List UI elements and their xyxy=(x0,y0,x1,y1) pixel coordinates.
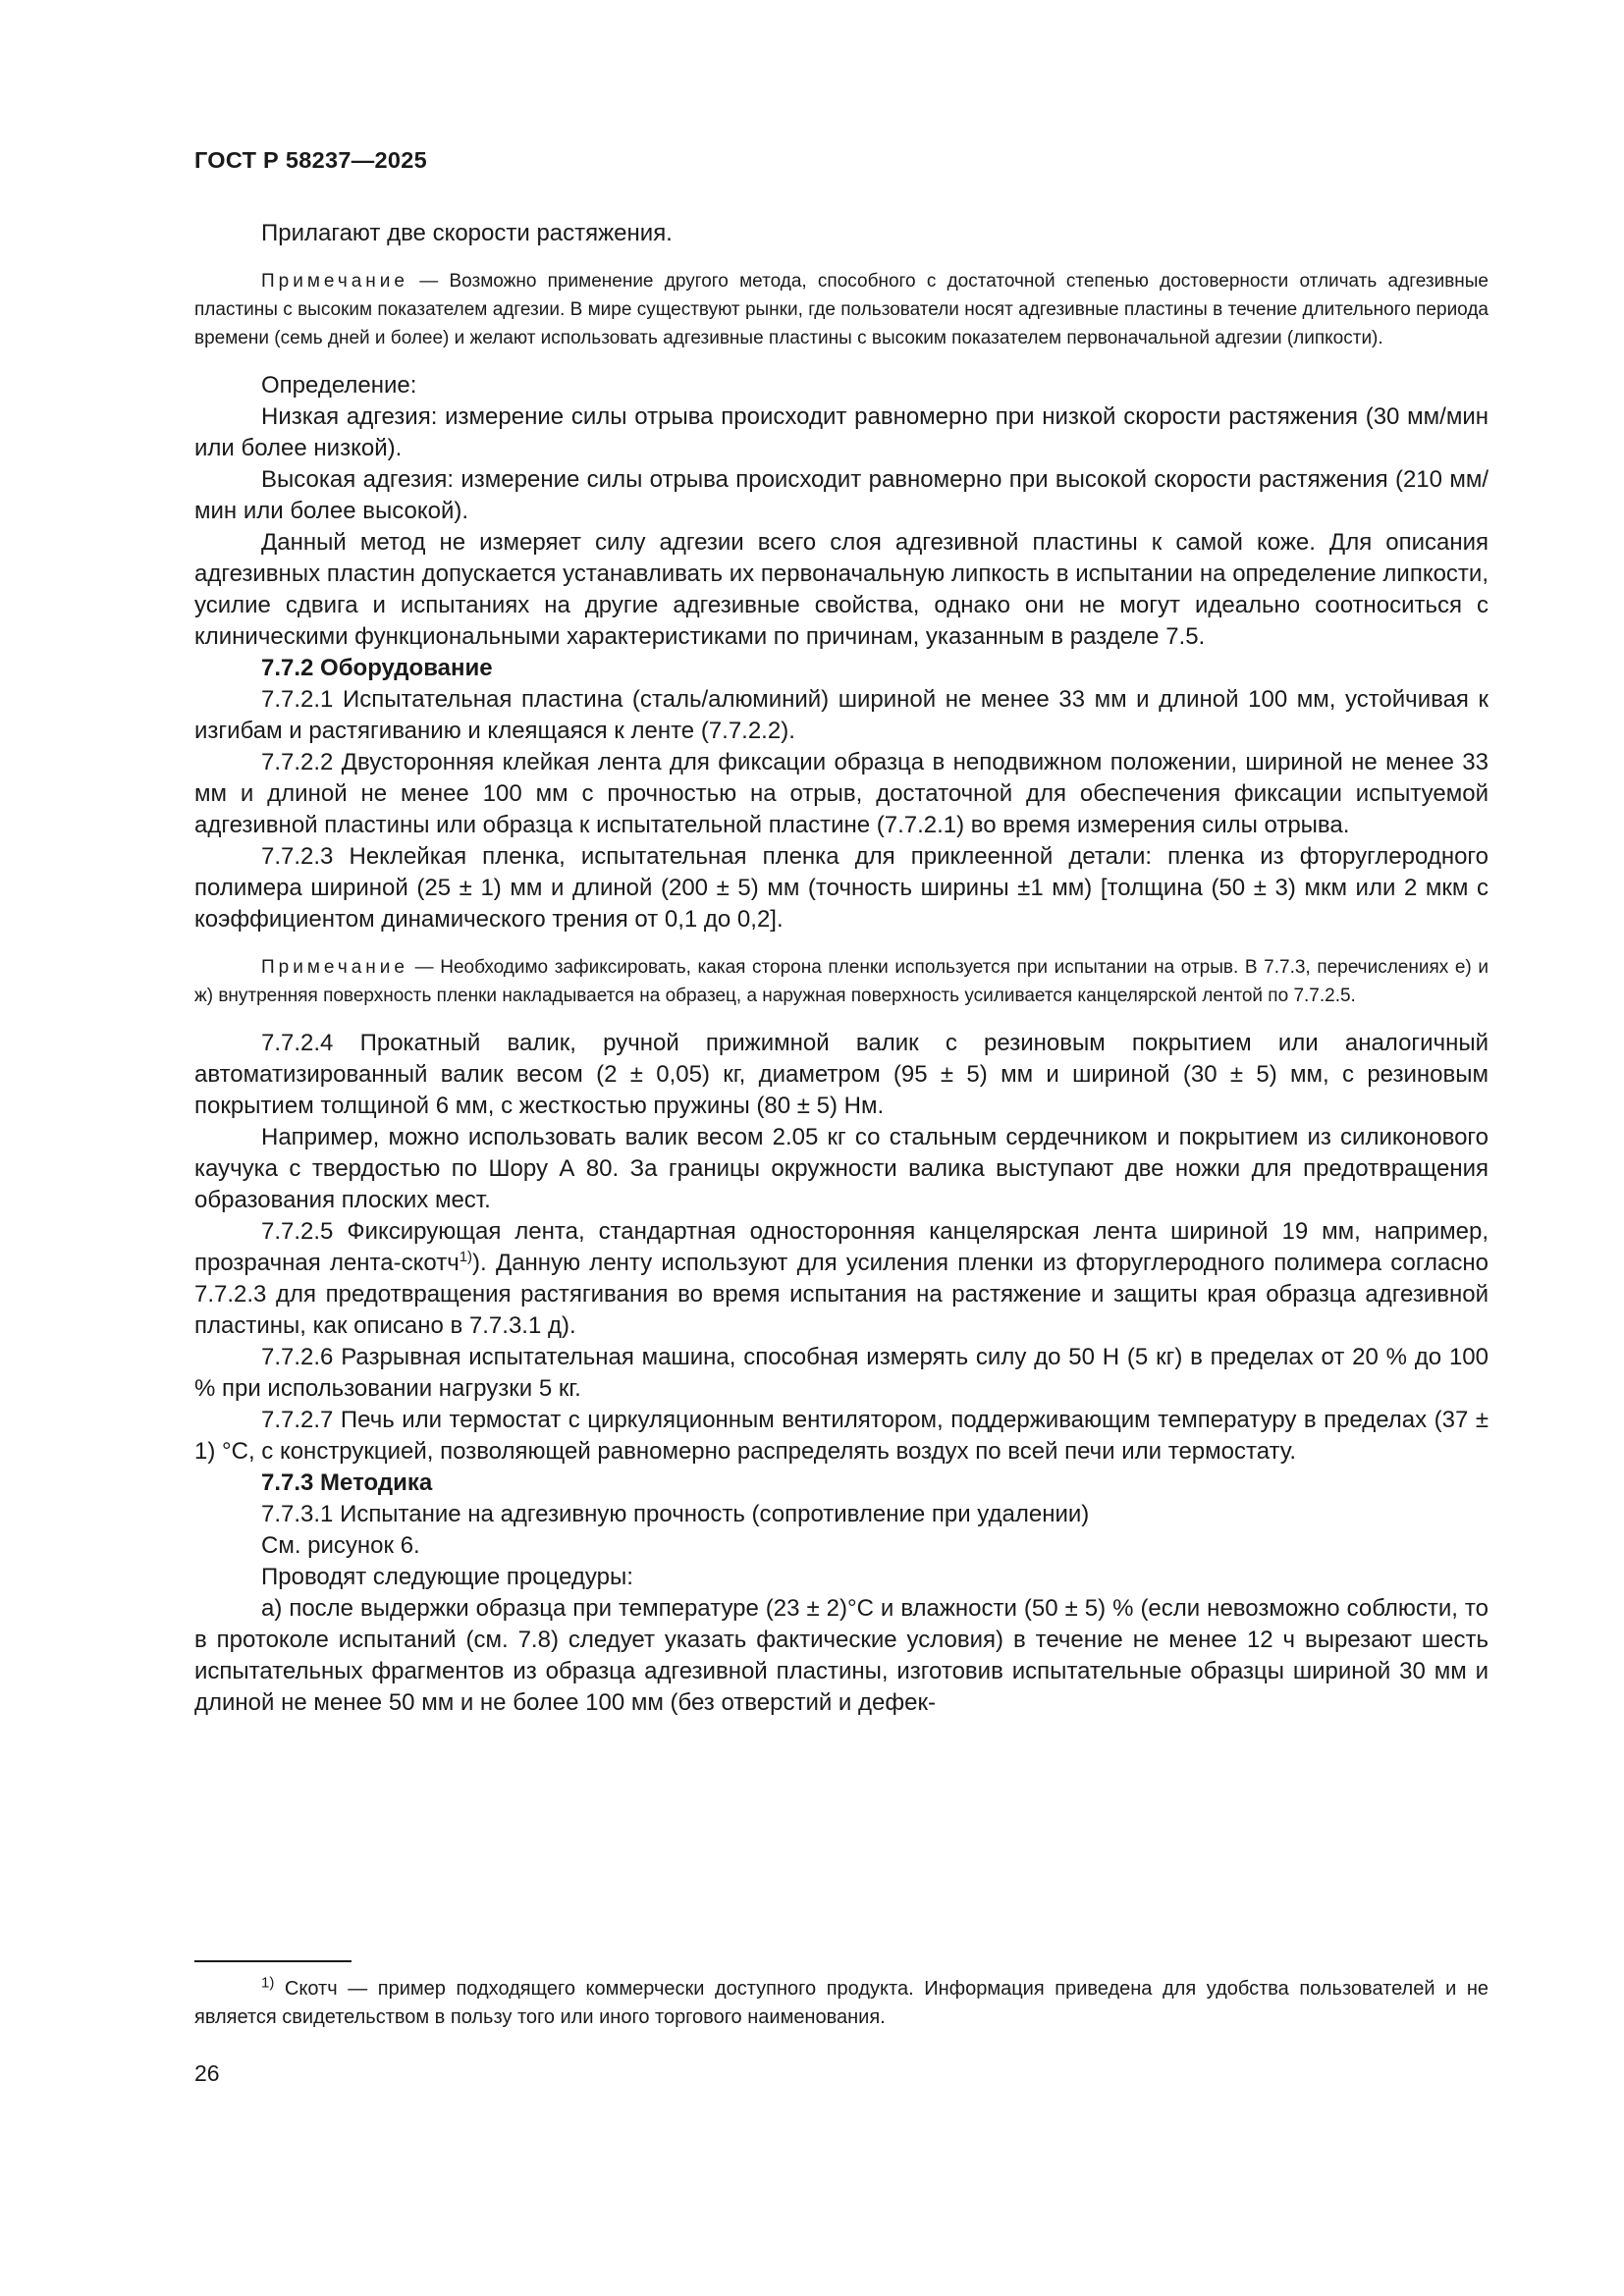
paragraph: Прилагают две скорости растяжения. xyxy=(261,220,673,246)
paragraph: 7.7.2.1 Испытательная пластина (сталь/алюминий) шириной не менее 33 мм и длиной 100 мм, устойчивая к изгибам и растягиванию и клеящаяся к ленте (7.7.2.2). xyxy=(194,686,1489,744)
note-label: Примечание xyxy=(261,957,408,978)
paragraph: а) после выдержки образца при температуре (23 ± 2)°С и влажности (50 ± 5) % (если невозможно соблюсти, то в протоколе испытаний (см. 7.8) следует указать фактические условия) в течение не менее 12 ч вырезают шесть испытательных фрагментов из образца адгезивной пластины, изготовив испытательные образцы шириной 30 мм и длиной не менее 50 мм и не более 100 мм (без отверстий и дефек- xyxy=(194,1595,1489,1716)
paragraph: 7.7.3.1 Испытание на адгезивную прочность (сопротивление при удалении) xyxy=(261,1501,1090,1527)
paragraph: 7.7.2.2 Двусторонняя клейкая лента для фиксации образца в неподвижном положении, шириной не менее 33 мм и длиной не менее 100 мм с прочностью на отрыв, достаточной для обеспечения фиксации испытуемой адгезивной пластины или образца к испытательной пластине (7.7.2.1) во время измерения силы отрыва. xyxy=(194,749,1489,838)
paragraph: Определение: xyxy=(261,372,417,399)
paragraph xyxy=(194,1216,1489,1342)
note xyxy=(194,267,1489,352)
paragraph: См. рисунок 6. xyxy=(261,1532,420,1559)
paragraph: Данный метод не измеряет силу адгезии всего слоя адгезивной пластины к самой коже. Для описания адгезивных пластин допускается устанавливать их первоначальную липкость в испытании на определение липкости, усилие сдвига и испытаниях на другие адгезивные свойства, однако они не могут идеально соотноситься с клиническими функциональными характеристиками по причинам, указанным в разделе 7.5. xyxy=(194,529,1489,650)
footnote-text: Скотч — пример подходящего коммерчески доступного продукта. Информация приведена для удобства пользователей и не является свидетельством в пользу того или иного торгового наименования. xyxy=(194,1978,1489,2028)
footnote-reference[interactable]: 1) xyxy=(459,1249,473,1265)
paragraph: Высокая адгезия: измерение силы отрыва происходит равномерно при высокой скорости растяжения (210 мм/мин или более высокой). xyxy=(194,466,1489,524)
document-header: ГОСТ Р 58237—2025 xyxy=(194,147,427,173)
footnote-mark: 1) xyxy=(261,1974,275,1992)
paragraph: Проводят следующие процедуры: xyxy=(261,1564,633,1590)
paragraph: 7.7.2.3 Неклейкая пленка, испытательная пленка для приклеенной детали: пленка из фторуглеродного полимера шириной (25 ± 1) мм и длиной (200 ± 5) мм (точность ширины ±1 мм) [толщина (50 ± 3) мкм или 2 мкм с коэффициентом динамического трения от 0,1 до 0,2]. xyxy=(194,843,1489,933)
paragraph-part: ). Данную ленту используют для усиления пленки из фторуглеродного полимера согласно 7.7.2.3 для предотвращения растягивания во время испытания на растяжение и защиты края образца адгезивной пластины, как описано в 7.7.3.1 д). xyxy=(194,1250,1489,1339)
note-text: — Необходимо зафиксировать, какая сторона пленки используется при испытании на отрыв. В 7.7.3, перечислениях е) и ж) внутренняя поверхность пленки накладывается на образец, а наружная поверхность усиливается канцелярской лентой по 7.7.2.5. xyxy=(194,957,1489,1006)
paragraph: 7.7.2.4 Прокатный валик, ручной прижимной валик с резиновым покрытием или аналогичный автоматизированный валик весом (2 ± 0,05) кг, диаметром (95 ± 5) мм и шириной (30 ± 5) мм, с резиновым покрытием толщиной 6 мм, с жесткостью пружины (80 ± 5) Нм. xyxy=(194,1030,1489,1119)
paragraph: 7.7.2.7 Печь или термостат с циркуляционным вентилятором, поддерживающим температуру в пределах (37 ± 1) °С, с конструкцией, позволяющей равномерно распределять воздух по всей печи или термостату. xyxy=(194,1407,1489,1465)
paragraph: Низкая адгезия: измерение силы отрыва происходит равномерно при низкой скорости растяжения (30 мм/мин или более низкой). xyxy=(194,403,1489,461)
note-label: Примечание xyxy=(261,271,408,292)
paragraph-part: 7.7.2.5 Фиксирующая лента, стандартная односторонняя канцелярская лента шириной 19 мм, например, прозрачная лента-скотч xyxy=(194,1218,1489,1276)
note xyxy=(194,953,1489,1010)
section-heading: 7.7.2 Оборудование xyxy=(261,655,493,681)
footnote xyxy=(194,1975,1489,2032)
page-body xyxy=(194,147,1489,1719)
footnote-separator xyxy=(194,1960,352,1962)
section-heading: 7.7.3 Методика xyxy=(261,1469,433,1496)
note-text: — Возможно применение другого метода, способного с достаточной степенью достоверности отличать адгезивные пластины с высоким показателем адгезии. В мире существуют рынки, где пользователи носят адгезивные пластины в течение длительного периода времени (семь дней и более) и желают использовать адгезивные пластины с высоким показателем первоначальной адгезии (липкости). xyxy=(194,271,1489,348)
page-number: 26 xyxy=(194,2060,220,2086)
paragraph: Например, можно использовать валик весом 2.05 кг со стальным сердечником и покрытием из силиконового каучука с твердостью по Шору А 80. За границы окружности валика выступают две ножки для предотвращения образования плоских мест. xyxy=(194,1124,1489,1213)
paragraph: 7.7.2.6 Разрывная испытательная машина, способная измерять силу до 50 Н (5 кг) в пределах от 20 % до 100 % при использовании нагрузки 5 кг. xyxy=(194,1344,1489,1402)
